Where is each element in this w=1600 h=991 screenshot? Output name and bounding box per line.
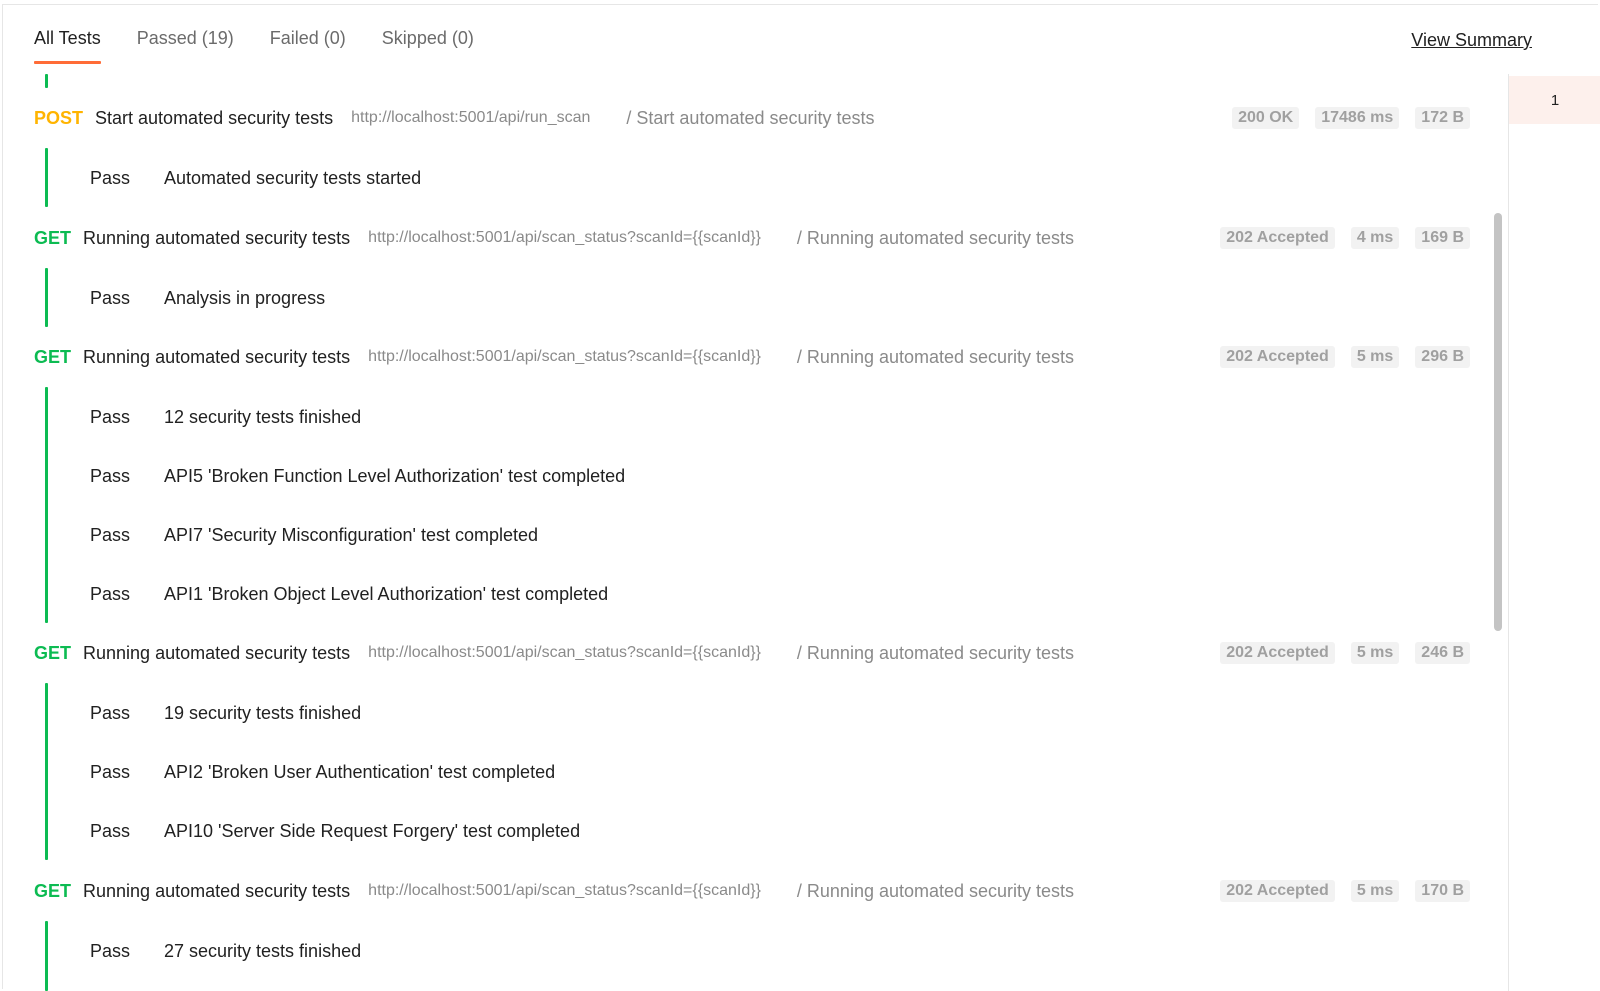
request-url: http://localhost:5001/api/scan_status?scanId={{scanId}} [368,348,761,365]
status-badge: 200 OK [1232,107,1299,129]
response-badges [1220,880,1470,902]
pass-indicator-bar [45,74,48,88]
test-name: 12 security tests finished [164,406,362,427]
request-row[interactable] [34,103,1470,133]
test-result-row [90,402,361,432]
request-method: POST [34,107,84,128]
response-badges [1220,227,1470,249]
test-name: API1 'Broken Object Level Authorization' test completed [164,583,609,604]
test-name: API7 'Security Misconfiguration' test completed [164,524,539,545]
test-status: Pass [90,940,131,961]
pass-indicator-bar [45,148,48,207]
test-status: Pass [90,167,131,188]
time-badge: 4 ms [1351,227,1399,249]
pass-indicator-bar [45,387,48,623]
request-url: http://localhost:5001/api/scan_status?scanId={{scanId}} [368,644,761,661]
tab-failed[interactable]: Failed (0) [269,28,346,48]
test-status: Pass [90,524,131,545]
test-name: 27 security tests finished [164,940,362,961]
results-tabs [34,28,474,64]
iteration-panel [1508,74,1600,991]
size-badge: 169 B [1415,227,1470,249]
test-name: API2 'Broken User Authentication' test completed [164,761,556,782]
response-badges [1220,642,1470,664]
time-badge: 17486 ms [1315,107,1399,129]
tab-all-tests[interactable]: All Tests [34,28,101,64]
request-path: / Running automated security tests [796,642,1075,663]
status-badge: 202 Accepted [1220,227,1335,249]
request-row[interactable] [34,342,1470,372]
request-path: / Running automated security tests [796,346,1075,367]
test-result-row [90,283,325,313]
test-result-row [90,816,580,846]
test-result-row [90,461,625,491]
test-result-row [90,520,538,550]
size-badge: 296 B [1415,346,1470,368]
request-name: Running automated security tests [83,642,351,663]
test-name: API5 'Broken Function Level Authorization' test completed [164,465,626,486]
test-name: API10 'Server Side Request Forgery' test completed [164,820,581,841]
tab-skipped[interactable]: Skipped (0) [381,28,474,48]
test-result-row [90,163,421,193]
test-status: Pass [90,406,131,427]
request-path: / Running automated security tests [796,880,1075,901]
pass-indicator-bar [45,921,48,991]
request-path: / Start automated security tests [626,107,875,128]
request-url: http://localhost:5001/api/scan_status?scanId={{scanId}} [368,229,761,246]
request-row[interactable] [34,876,1470,906]
request-url: http://localhost:5001/api/run_scan [351,109,591,126]
request-name: Running automated security tests [83,346,351,367]
test-status: Pass [90,702,131,723]
size-badge: 246 B [1415,642,1470,664]
size-badge: 172 B [1415,107,1470,129]
view-summary-link[interactable]: View Summary [1411,30,1532,50]
request-name: Running automated security tests [83,880,351,901]
request-method: GET [34,227,72,248]
request-method: GET [34,642,72,663]
test-result-row [90,698,361,728]
request-row[interactable] [34,223,1470,253]
test-status: Pass [90,820,131,841]
tab-passed[interactable]: Passed (19) [136,28,234,48]
test-result-row [90,936,361,966]
test-name: Analysis in progress [164,287,326,308]
request-method: GET [34,880,72,901]
pass-indicator-bar [45,268,48,327]
test-result-row [90,579,608,609]
size-badge: 170 B [1415,880,1470,902]
request-name: Running automated security tests [83,227,351,248]
time-badge: 5 ms [1351,642,1399,664]
time-badge: 5 ms [1351,880,1399,902]
test-status: Pass [90,761,131,782]
pass-indicator-bar [45,683,48,860]
test-result-row [90,757,555,787]
test-name: 19 security tests finished [164,702,362,723]
test-results-list [0,74,1510,991]
test-name: Automated security tests started [164,167,422,188]
response-badges [1220,346,1470,368]
status-badge: 202 Accepted [1220,880,1335,902]
response-badges [1232,107,1470,129]
request-url: http://localhost:5001/api/scan_status?scanId={{scanId}} [368,882,761,899]
status-badge: 202 Accepted [1220,642,1335,664]
request-path: / Running automated security tests [796,227,1075,248]
request-name: Start automated security tests [95,107,334,128]
test-status: Pass [90,465,131,486]
time-badge: 5 ms [1351,346,1399,368]
test-status: Pass [90,583,131,604]
status-badge: 202 Accepted [1220,346,1335,368]
results-scrollbar-thumb[interactable] [1494,213,1502,631]
request-method: GET [34,346,72,367]
test-status: Pass [90,287,131,308]
iteration-number[interactable]: 1 [1509,76,1600,124]
request-row[interactable] [34,638,1470,668]
